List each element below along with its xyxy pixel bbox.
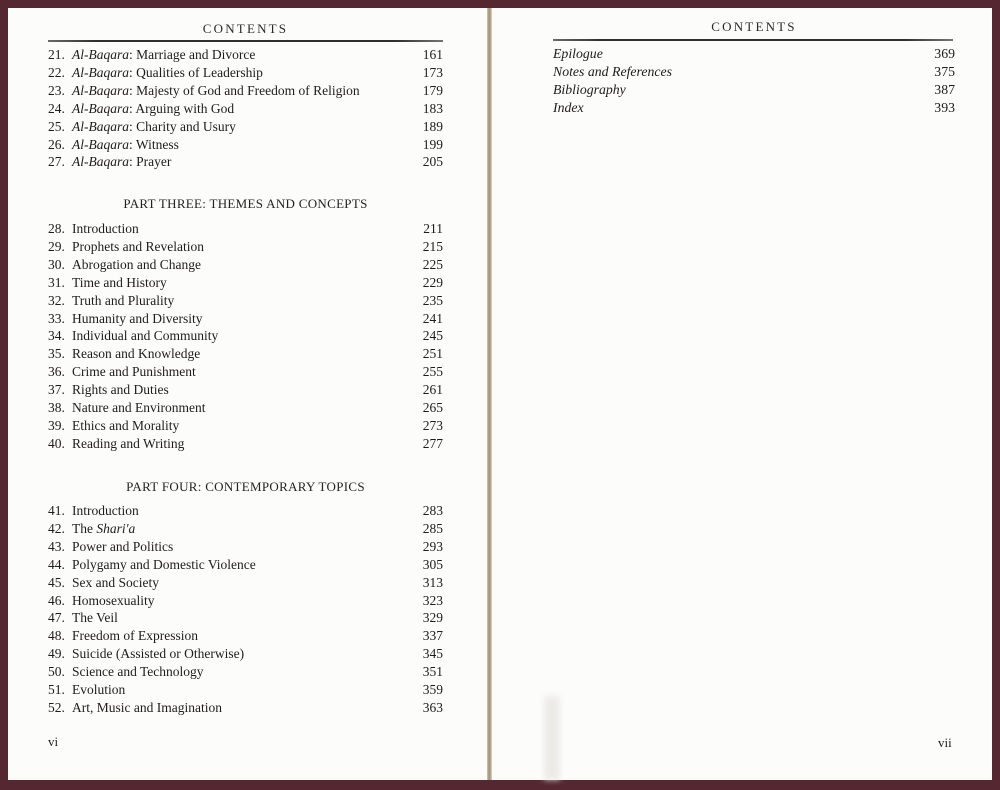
toc-entry [48, 238, 443, 256]
entry-title-part: Al-Baqara [72, 47, 129, 62]
entry-title-part: Science and Technology [72, 664, 204, 680]
entry-title [72, 699, 413, 717]
entry-page-number: 313 [422, 574, 443, 590]
left-folio: vi [48, 734, 59, 749]
entry-title-part: Rights and Duties [72, 382, 169, 398]
toc-entry [48, 363, 443, 381]
entry-page-number: 363 [422, 699, 443, 715]
entry-title-part: : Witness [129, 136, 179, 152]
entry-title-part: Abrogation and Change [72, 256, 201, 272]
entry-number: 26. [48, 136, 65, 152]
entry-title-part: Crime and Punishment [72, 364, 196, 380]
entry-title-part: Bibliography [553, 81, 626, 97]
entry-title-part: : Majesty of God and Freedom of Religion [129, 82, 360, 98]
entry-number: 39. [48, 417, 65, 433]
toc-entry [48, 256, 443, 274]
toc-section-part-two-continued [48, 46, 443, 171]
entry-page-number: 285 [422, 520, 443, 536]
entry-page-number: 251 [422, 346, 443, 362]
entry-page-number: 337 [422, 628, 443, 644]
right-folio: vii [938, 735, 952, 750]
entry-number: 21. [48, 47, 65, 62]
entry-number: 42. [48, 520, 65, 536]
entry-page-number: 265 [422, 400, 443, 416]
toc-entry [48, 556, 443, 574]
entry-title [72, 82, 413, 100]
entry-title [72, 256, 413, 274]
toc-section-part-four [48, 502, 443, 717]
entry-number: 49. [48, 646, 65, 662]
entry-title [72, 592, 413, 610]
entry-title-part: Ethics and Morality [72, 417, 180, 433]
entry-page-number: 255 [422, 364, 443, 380]
entry-page-number: 173 [422, 64, 443, 80]
entry-number: 32. [48, 292, 65, 308]
entry-title-part: Al-Baqara [72, 136, 129, 152]
entry-number: 40. [48, 435, 65, 451]
entry-title [72, 520, 413, 538]
toc-entry [48, 699, 443, 717]
scanned-page-spread [8, 8, 992, 780]
right-header-rule [553, 39, 953, 41]
entry-page-number: 225 [422, 256, 443, 272]
entry-title-part: Polygamy and Domestic Violence [72, 556, 256, 572]
toc-entry [553, 99, 955, 117]
entry-title-part: Freedom of Expression [72, 628, 198, 644]
entry-title-part: Suicide (Assisted or Otherwise) [72, 646, 245, 662]
left-header-rule [48, 40, 443, 42]
entry-number: 46. [48, 592, 65, 608]
entry-page-number: 359 [422, 682, 443, 698]
entry-page-number: 179 [422, 82, 443, 98]
entry-page-number: 369 [934, 46, 955, 61]
entry-title [72, 136, 413, 154]
entry-number: 25. [48, 118, 65, 134]
entry-page-number: 387 [934, 81, 955, 97]
entry-title [72, 417, 413, 435]
entry-title-part: : Prayer [129, 154, 172, 170]
entry-title [72, 627, 413, 645]
entry-page-number: 277 [422, 435, 443, 451]
entry-page-number: 245 [422, 328, 443, 344]
toc-entry [48, 609, 443, 627]
toc-entry [48, 327, 443, 345]
toc-entry [48, 220, 443, 238]
entry-title [72, 327, 413, 345]
entry-number: 28. [48, 221, 65, 236]
toc-entry [48, 381, 443, 399]
entry-page-number: 323 [422, 592, 443, 608]
toc-entry [48, 64, 443, 82]
toc-entry [553, 63, 955, 81]
entry-title-part: Shari'a [96, 520, 136, 536]
entry-number: 47. [48, 610, 65, 626]
entry-title-part: Reading and Writing [72, 435, 185, 451]
entry-title [72, 663, 413, 681]
entry-number: 22. [48, 64, 65, 80]
entry-title [72, 238, 413, 256]
entry-title-part: Index [553, 99, 584, 115]
toc-entry [48, 681, 443, 699]
toc-entry [48, 292, 443, 310]
entry-title [553, 99, 925, 117]
entry-number: 45. [48, 574, 65, 590]
entry-title [72, 220, 413, 238]
toc-entry [48, 627, 443, 645]
entry-number: 31. [48, 274, 65, 290]
toc-entry [48, 399, 443, 417]
entry-page-number: 329 [422, 610, 443, 626]
toc-entry [48, 645, 443, 663]
entry-title [72, 399, 413, 417]
page-gutter-shadow [487, 8, 492, 780]
entry-title-part: Reason and Knowledge [72, 346, 201, 362]
entry-title [72, 310, 413, 328]
toc-entry [48, 417, 443, 435]
entry-page-number: 273 [422, 417, 443, 433]
entry-title [72, 681, 413, 699]
entry-title-part: Sex and Society [72, 574, 159, 590]
entry-number: 35. [48, 346, 65, 362]
entry-page-number: 375 [934, 63, 955, 79]
entry-title-part: Nature and Environment [72, 400, 206, 416]
entry-title-part: : Marriage and Divorce [129, 47, 256, 62]
entry-title [72, 502, 413, 520]
toc-entry [48, 274, 443, 292]
entry-title-part: Al-Baqara [72, 82, 129, 98]
right-page-header: CONTENTS [711, 19, 797, 34]
entry-title [72, 118, 413, 136]
entry-number: 27. [48, 154, 65, 170]
entry-title-part: Truth and Plurality [72, 292, 175, 308]
entry-title-part: Art, Music and Imagination [72, 699, 222, 715]
entry-title [72, 574, 413, 592]
entry-page-number: 293 [422, 538, 443, 554]
entry-page-number: 199 [422, 136, 443, 152]
toc-entry [48, 592, 443, 610]
entry-title [72, 538, 413, 556]
entry-page-number: 161 [422, 47, 443, 62]
toc-entry [48, 345, 443, 363]
entry-number: 23. [48, 82, 65, 98]
toc-entry [48, 118, 443, 136]
entry-title-part: Al-Baqara [72, 118, 129, 134]
entry-title [72, 435, 413, 453]
entry-page-number: 235 [422, 292, 443, 308]
entry-number: 51. [48, 682, 65, 698]
entry-title [72, 381, 413, 399]
entry-title-part: Humanity and Diversity [72, 310, 203, 326]
entry-title-part: Individual and Community [72, 328, 219, 344]
toc-section-part-three [48, 220, 443, 453]
entry-page-number: 189 [422, 118, 443, 134]
entry-page-number: 211 [423, 221, 443, 236]
entry-title-part: Evolution [72, 682, 126, 698]
entry-title-part: : Arguing with God [129, 100, 235, 116]
entry-title-part: Introduction [72, 221, 139, 236]
entry-number: 24. [48, 100, 65, 116]
toc-entry [48, 574, 443, 592]
entry-number: 38. [48, 400, 65, 416]
toc-entry [48, 520, 443, 538]
toc-entry [48, 46, 443, 64]
entry-number: 52. [48, 699, 65, 715]
entry-page-number: 283 [422, 503, 443, 518]
entry-page-number: 345 [422, 646, 443, 662]
toc-section-back-matter [553, 45, 955, 117]
entry-title [72, 274, 413, 292]
toc-entry [48, 136, 443, 154]
entry-number: 48. [48, 628, 65, 644]
toc-entry [48, 538, 443, 556]
entry-number: 50. [48, 664, 65, 680]
entry-title [72, 100, 413, 118]
entry-title [72, 363, 413, 381]
entry-title [72, 645, 413, 663]
entry-title [72, 46, 413, 64]
entry-title-part: Epilogue [553, 46, 603, 61]
entry-number: 29. [48, 238, 65, 254]
entry-number: 36. [48, 364, 65, 380]
part-three-heading: PART THREE: THEMES AND CONCEPTS [123, 196, 368, 211]
entry-number: 34. [48, 328, 65, 344]
entry-page-number: 241 [422, 310, 443, 326]
entry-title [72, 609, 413, 627]
entry-title [72, 153, 413, 171]
entry-page-number: 261 [422, 382, 443, 398]
entry-title [72, 556, 413, 574]
entry-title-part: Notes and References [553, 63, 673, 79]
entry-page-number: 351 [422, 664, 443, 680]
toc-entry [48, 663, 443, 681]
scan-artifact-smudge [544, 696, 560, 780]
entry-title [553, 81, 925, 99]
entry-title-part: Al-Baqara [72, 154, 129, 170]
entry-page-number: 305 [422, 556, 443, 572]
entry-title-part: The [72, 520, 97, 536]
entry-title-part: Al-Baqara [72, 64, 129, 80]
left-page-header: CONTENTS [202, 21, 289, 36]
toc-entry [553, 45, 955, 63]
entry-title-part: Al-Baqara [72, 100, 129, 116]
entry-title [72, 64, 413, 82]
entry-title [72, 345, 413, 363]
entry-page-number: 183 [422, 100, 443, 116]
entry-title-part: : Charity and Usury [129, 118, 236, 134]
entry-title-part: : Qualities of Leadership [129, 64, 263, 80]
entry-number: 44. [48, 556, 65, 572]
entry-title-part: Introduction [72, 503, 139, 518]
entry-title [553, 45, 925, 63]
entry-number: 30. [48, 256, 65, 272]
entry-title-part: Time and History [72, 274, 167, 290]
entry-title [553, 63, 925, 81]
toc-entry [48, 310, 443, 328]
part-four-heading: PART FOUR: CONTEMPORARY TOPICS [126, 479, 365, 494]
toc-entry [48, 153, 443, 171]
entry-title [72, 292, 413, 310]
entry-title-part: Homosexuality [72, 592, 155, 608]
entry-title-part: Prophets and Revelation [72, 238, 204, 254]
entry-number: 37. [48, 382, 65, 398]
toc-entry [48, 435, 443, 453]
entry-page-number: 205 [422, 154, 443, 170]
toc-entry [48, 82, 443, 100]
entry-page-number: 215 [422, 238, 443, 254]
entry-number: 33. [48, 310, 65, 326]
entry-number: 41. [48, 503, 65, 518]
entry-number: 43. [48, 538, 65, 554]
toc-entry [48, 100, 443, 118]
entry-page-number: 393 [934, 99, 955, 115]
toc-entry [553, 81, 955, 99]
entry-title-part: The Veil [72, 610, 118, 626]
entry-title-part: Power and Politics [72, 538, 174, 554]
entry-page-number: 229 [422, 274, 443, 290]
toc-entry [48, 502, 443, 520]
